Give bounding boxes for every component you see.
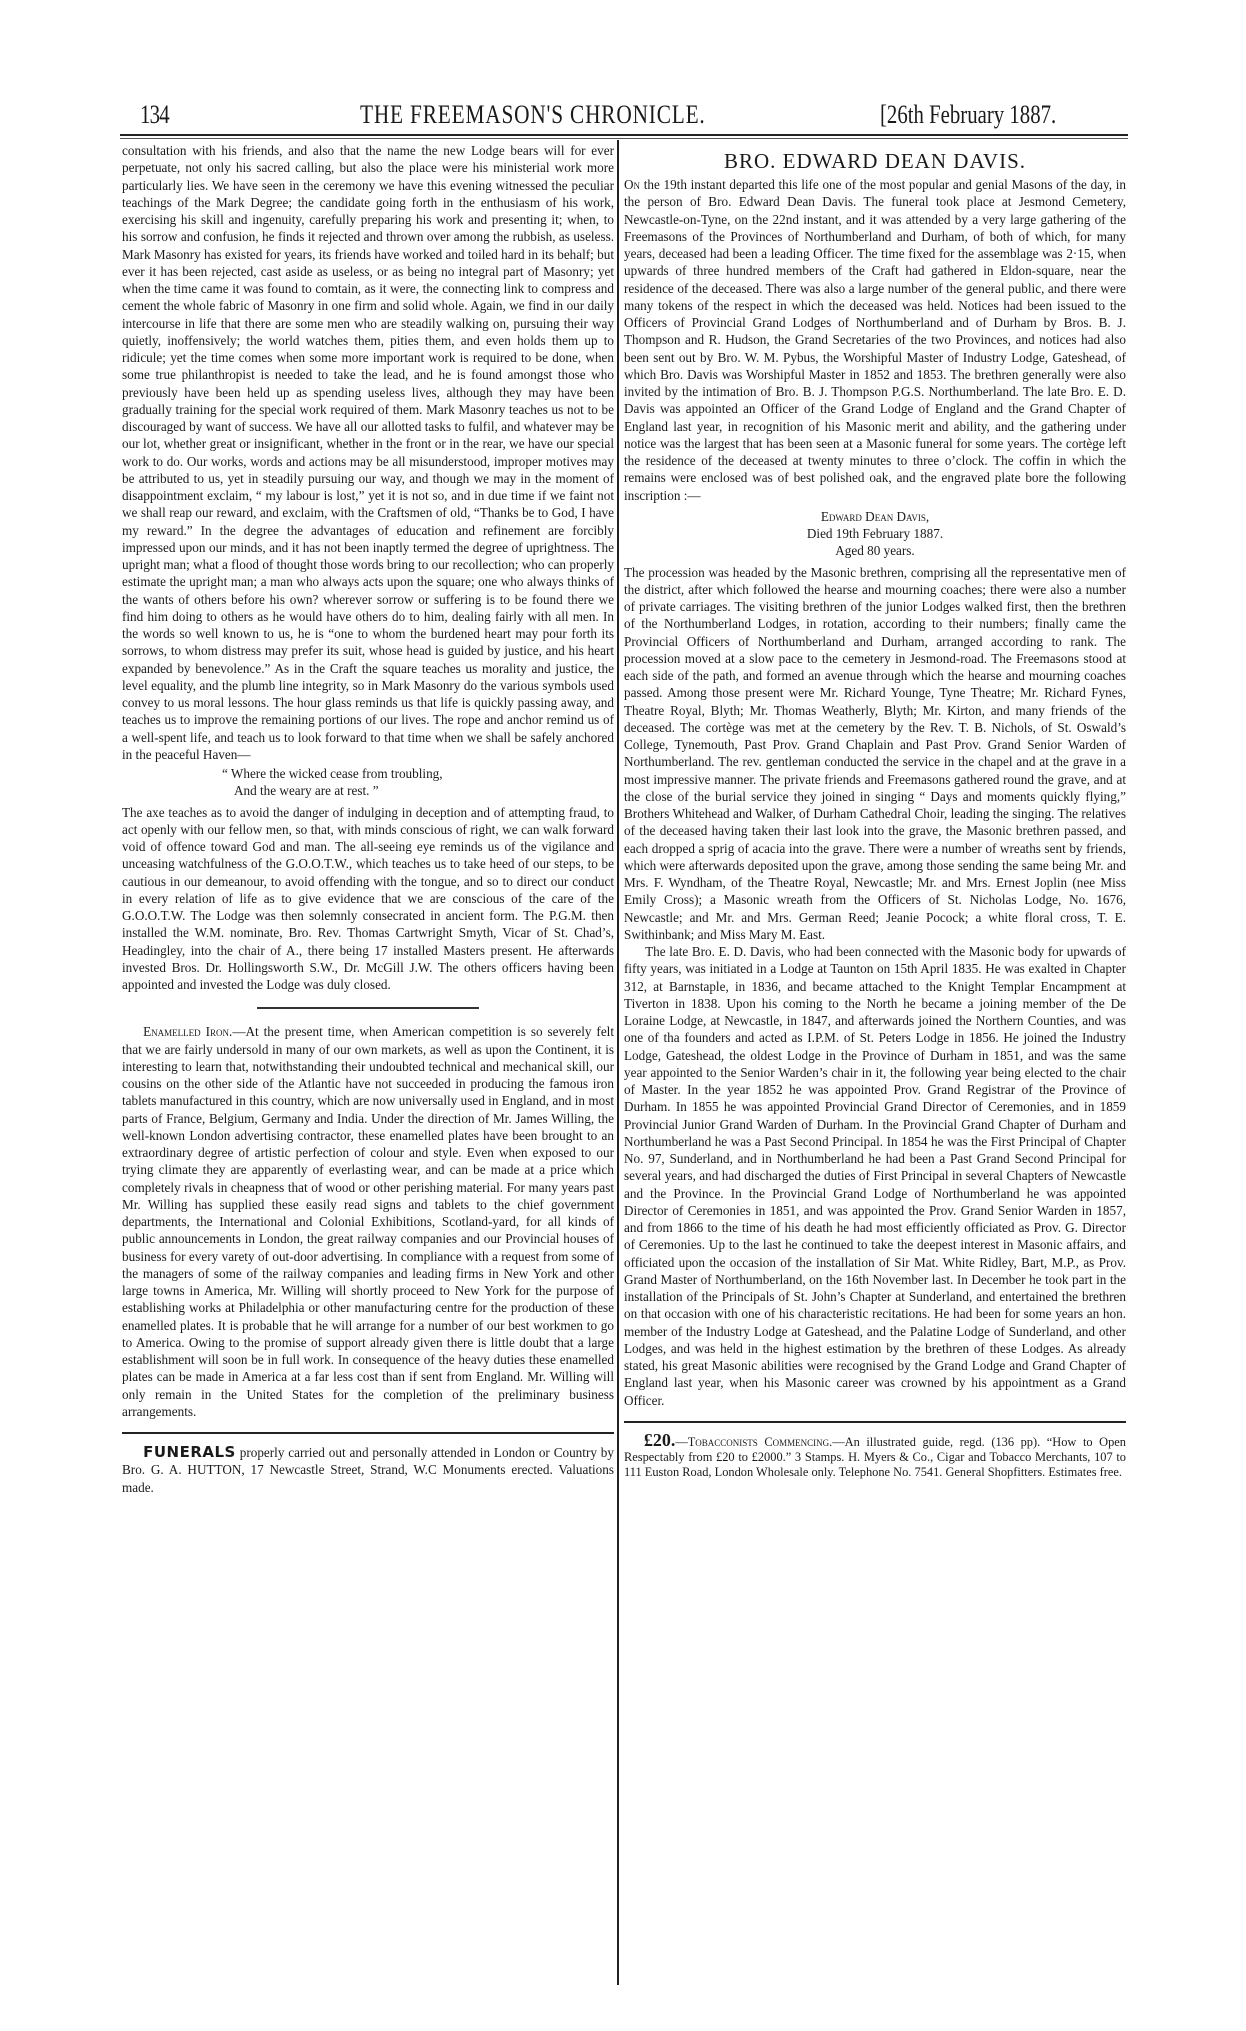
masthead — [120, 100, 1128, 132]
lodge-consecration-conclusion: The axe teaches as to avoid the danger of indulging in deception and of attempting fraud, to act openly with our fellow men, so that, with minds conscious of right, we can walk forward void of offence toward God and man. The all-seeing eye reminds us of the vigilance and unceasing watchfulness of the G.O.O.T.W., which teaches us to take heed of our steps, to be cautious in our demeanour, to avoid offending with the tongue, and so to direct our conduct in every relation of life as to give evidence that we are conscious of the care of the G.O.O.T.W. The Lodge was then solemnly consecrated in ancient form. The P.G.M. then installed the W.M. nominate, Bro. Rev. Thomas Cartwright Smyth, Vicar of St. Chad’s, Headingley, into the chair of A., there being 17 installed Masters present. He afterwards invested Bros. Dr. Hollingsworth S.W., Dr. McGill J.W. The others officers having been appointed and invested the Lodge was duly closed. — [122, 804, 614, 992]
obituary-para-3: The late Bro. E. D. Davis, who had been connected with the Masonic body for upwards of fifty years, was initiated in a Lodge at Taunton on 15th April 1835. He was exalted in Chapter 312, at Barnstaple, in 1836, and became attached to the Knight Templar Encampment at Tiverton in 1838. Upon his coming to the North he became a joining member of the De Loraine Lodge, at Newcastle, in 1847, and afterwards joined the Northern Counties, and was one of tha founders and acted as I.P.M. of St. Peters Lodge in 1856. He joined the Industry Lodge, Gateshead, the oldest Lodge in the Province of Durham in 1851, and was the same year appointed to the Senior Warden’s chair in it, the following year being elected to the chair of Master. In the year 1852 he was appointed Prov. Grand Registrar of the Province of Durham. In 1855 he was appointed Provincial Grand Director of Ceremonies, and in 1859 Provincial Junior Grand Warden of Durham. In the Provincial Grand Chapter of Durham and Northumberland he was a Past Second Principal. In 1854 he was the First Principal of Chapter No. 97, Sunderland, and in Northumberland he had been a Past Grand Second Principal for several years, and had discharged the duties of First Principal in several Chapters of Newcastle and the Province. In the Provincial Grand Lodge of Northumberland he was appointed Director of Ceremonies in 1851, and was appointed the Prov. Grand Senior Warden in 1857, and from 1866 to the time of his death he had most efficiently officiated as Prov. G. Director of Ceremonies. Up to the last he continued to take the deepest interest in Masonic affairs, and officiated upon the occasion of the installation of Sir Mat. White Ridley, Bart, M.P., as Prov. Grand Master of Northumberland, on the 16th November last. In December he took part in the installation of the Principals of St. John’s Chapter at Sunderland, and entertained the brethren on that occasion with one of his characteristic recitations. He had been for some years an hon. member of the Industry Lodge at Gateshead, and the Palatine Lodge of Sunderland, and other Lodges, and was held in the highest estimation by the brethren of these Lodges. As already stated, his great Masonic abilities were recognised by the Grand Lodge and Grand Chapter of England last year, when his Masonic career was crowned by his appointment as a Grand Officer. — [624, 944, 1126, 1408]
masthead-rule-thin — [120, 138, 1128, 139]
inscription-died: Died 19th February 1887. — [806, 526, 944, 541]
column-divider — [617, 140, 619, 1985]
tobacco-ad-text: —An illustrated guide, regd. (136 pp). “How to Open Respectably from £20 to £2000.” 3 Stamps. H. Myers & Co., Cigar and Tobacco Merchants, 107 to 111 Euston Road, London Wholesale only. Telephone No. 7541. General Shopfitters. Estimates free. — [624, 1434, 1126, 1479]
obituary-para-2: The procession was headed by the Masonic brethren, comprising all the representative men of the district, after which followed the hearse and mourning coaches; there were also a number of private carriages. The visiting brethren of the junior Lodges walked first, then the brethren of the Northumberland Lodges, in rotation, according to their numbers; finally came the Provincial Officers of Northumberland and Durham, arranged according to rank. The procession moved at a slow pace to the cemetery in Jesmond-road. The Freemasons stood at each side of the path, and formed an avenue through which the hearse and mourning coaches passed. Among those present were Mr. Richard Younge, Tyne Theatre; Mr. Richard Fynes, Theatre Royal, Blyth; Mr. Thomas Weatherly, Blyth; Mr. Kirton, and many friends of the deceased. The cortège was met at the cemetery by the Rev. T. B. Nichols, of St. Oswald’s College, Tynemouth, Past Prov. Grand Chaplain and Past Prov. Grand Senior Warden of Northumberland. The rev. gentleman conducted the service in the chapel and at the grave in a most impressive manner. The private friends and Freemasons gathered round the grave, and at the close of the burial service they joined in singing “ Days and moments quickly flying,” Brothers Whitehead and Walker, of Durham Cathedral Choir, leading the singing. The relatives of the deceased having taken their last look into the grave, the Masonic brethren passed, and each dropped a sprig of acacia into the grave. There were a number of wreaths sent by friends, which were afterwards deposited upon the grave, among those sending the same being Mr. and Mrs. F. Wyndham, of the Theatre Royal, Newcastle; Mr. and Mrs. Ernest Joplin (nee Miss Emily Cross); a Masonic wreath from the Officers of St. Nicholas Lodge, No. 1676, Newcastle; and Mr. and Mrs. German Reed; Jeanie Pocock; a white floral cross, T. E. Swithinbank; and Miss Mary M. East. — [624, 564, 1126, 942]
lodge-consecration-text: consultation with his friends, and also that the name the new Lodge bears will for ever perpetuate, not only his sacred calling, but also the place were his ministerial work more particularly lies. We have seen in the ceremony we have this evening witnessed the peculiar teachings of the Mark Degree; the candidate going forth in the enthusiasm of his work, exercising his skill and ingenuity, carefully preparing his work and presenting it; when, to his sorrow and confusion, he finds it rejected and thrown over among the rubbish, as useless. Mark Masonry has existed for years, its friends have worked and toiled hard in its behalf; but ever it has been rejected, cast aside as useless, or as being no integral part of Masonry; yet when the time came it was found to comtain, as it were, the connecting link to compress and cement the whole fabric of Masonry in one firm and solid whole. Again, we find in our daily intercourse in life that there are some men who are steadily walking on, pursuing their way quietly, inoffensively; the world watches them, pities them, and even holds them up to ridicule; yet the time comes when some more important work is required to be done, when some true philanthropist is needed to take the lead, and he is found amongst those who previously have been held up as spending useless lives, although they may have been gradually training for the special work required of them. Mark Masonry teaches us not to be discouraged by want of success. We have all our allotted tasks to fulfil, and whatever may be our lot, whether great or insignificant, whether in the front or in the rear, we have our special work to do. Our works, words and actions may be all misunderstood, improper motives may be attributed to us, yet in steadily pursuing our way, and though we may in the moment of disappointment exclaim, “ my labour is lost,” yet it is not so, and in due time if we faint not we shall reap our reward, and exclaim, with the Craftsmen of old, “Thanks be to God, I have my reward.” In the degree the advantages of education and refinement are forcibly impressed upon our minds, and it has not been inaptly termed the degree of uprightness. The upright man; what a flood of thought those words bring to our recollection; who can properly estimate the upright man; a man who always acts upon the square; one who always thinks of the wants of others before his own? wherever sorrow or suffering is to be found there we find him doing to others as he would have others do to him, dealing fairly with all men. In the words so well known to us, he is “one to whom the burdened heart may pour forth its sorrows, to whom distress may prefer its suit, whose head is guided by justice, and his heart expanded by benevolence.” As in the Craft the square teaches us morality and justice, the level equality, and the plumb line integrity, so in Mark Masonry do the various symbols used convey to us moral lessons. The hour glass reminds us that life is quickly passing away, and teaches us to improve the remaining portions of our lives. The rope and anchor remind us of a well-spent life, and teach us to look forward to that time when we shall be safely anchored in the peaceful Haven— — [122, 143, 614, 762]
tobacco-ad-price: £20. — [643, 1429, 676, 1450]
drop-word: On — [624, 177, 641, 192]
advert-separator — [624, 1421, 1126, 1423]
page-number: 134 — [140, 100, 169, 129]
funerals-ad-text: properly carried out and personally attended in London or Country by Bro. G. A. HUTTON, 17 Newcastle Street, Strand, W.C Monuments erected. Valuations made. — [122, 1445, 614, 1495]
inscription-age: Aged 80 years. — [835, 543, 915, 559]
left-column — [122, 142, 614, 1496]
tobacco-advert — [624, 1429, 1126, 1480]
obituary-para-1 — [624, 176, 1126, 504]
tobacco-ad-heading: —Tobacconists Commencing. — [675, 1434, 833, 1449]
enamelled-iron-heading: Enamelled Iron. — [143, 1024, 233, 1040]
obituary-para-1-text: the 19th instant departed this life one of the most popular and genial Masons of the day, in the person of Bro. Edward Dean Davis. The funeral took place at Jesmond Cemetery, Newcastle-on-Tyne, on the 22nd instant, and it was attended by a very large gathering of the Freemasons of the Provinces of Northumberland and Durham, of both of which, for many years, deceased had been a leading Officer. The time fixed for the assemblage was 2·15, when upwards of three hundred members of the Craft had gathered in Eldon-square, near the residence of the deceased. There was also a large number of the general public, and there were many tokens of the respect in which the deceased was held. Notices had been issued to the Officers of Provincial Grand Lodges of Northumberland and of Durham by Bros. B. J. Thompson and R. Hudson, the Grand Secretaries of the two Provinces, and notices had also been sent out by Bro. W. M. Pybus, the Worshipful Master of Industry Lodge, Gateshead, of which Bro. Davis was Worshipful Master in 1852 and 1853. The brethren generally were also invited by the intimation of Bro. B. J. Thompson P.G.S. Northumberland. The late Bro. E. D. Davis was appointed an Officer of the Grand Lodge of England and the Grand Chapter of England last year, in recognition of his Masonic merit and ability, and the gathering under notice was the largest that has been seen at a Masonic funeral for some years. The cortège left the residence of the deceased at twenty minutes to three o’clock. The coffin in which the remains were enclosed was of best polished oak, and the engraved plate bore the following inscription :— — [624, 177, 1126, 503]
poem-quote — [122, 765, 614, 800]
advert-separator — [122, 1432, 614, 1434]
issue-date: [26th February 1887. — [880, 100, 1057, 129]
poem-line: “ Where the wicked cease from troubling, — [222, 766, 443, 781]
enamelled-iron-article — [122, 1023, 614, 1420]
funerals-ad-lead: FUNERALS — [143, 1443, 236, 1461]
funerals-advert — [122, 1444, 614, 1496]
masthead-rule — [120, 134, 1128, 136]
obituary-title: BRO. EDWARD DEAN DAVIS. — [723, 149, 1027, 173]
right-column — [624, 142, 1126, 1480]
enamelled-iron-text: —At the present time, when American competition is so severely felt that we are fairly undersold in many of our own markets, as well as upon the Continent, it is interesting to learn that, notwithstanding their undoubted technical and mechanical skill, our cousins on the other side of the Atlantic have not succeeded in producing the famous iron tablets manufactured in this country, which are now universally used in England, and in most parts of France, Belgium, Germany and India. Under the direction of Mr. James Willing, the well-known London advertising contractor, these enamelled plates have been brought to an extraordinary degree of artistic perfection of colour and style. Even when exposed to our trying climate they are apparently of everlasting wear, and can be made at a price which completely rivals in cheapness that of wood or other perishing material. For many years past Mr. Willing has supplied these easily read signs and tablets to the chief government departments, the International and Colonial Exhibitions, Scotland-yard, for all kinds of public announcements in London, the great railway companies and our Provincial houses of business for every varety of out-door advertising. In compliance with a request from some of the managers of some of the railway companies and leading firms in New York and other large towns in America, Mr. Willing will shortly proceed to New York for the purpose of establishing works at Philadelphia or other manufacturing centre for the production of these enamelled plates. It is probable that he will arrange for a number of our best workmen to go to America. Owing to the promise of support already given there is little doubt that a large establishment will soon be in full work. In consequence of the heavy duties these enamelled plates can be made in America at a far less cost than if sent from England. Mr. Willing will only remain in the United States for the completion of the preliminary business arrangements. — [122, 1024, 614, 1419]
coffin-inscription — [624, 508, 1126, 560]
inscription-name: Edward Dean Davis, — [820, 508, 930, 524]
poem-line: And the weary are at rest. ” — [234, 783, 379, 799]
newspaper-title: THE FREEMASON'S CHRONICLE. — [360, 100, 706, 129]
section-separator — [257, 1007, 478, 1009]
